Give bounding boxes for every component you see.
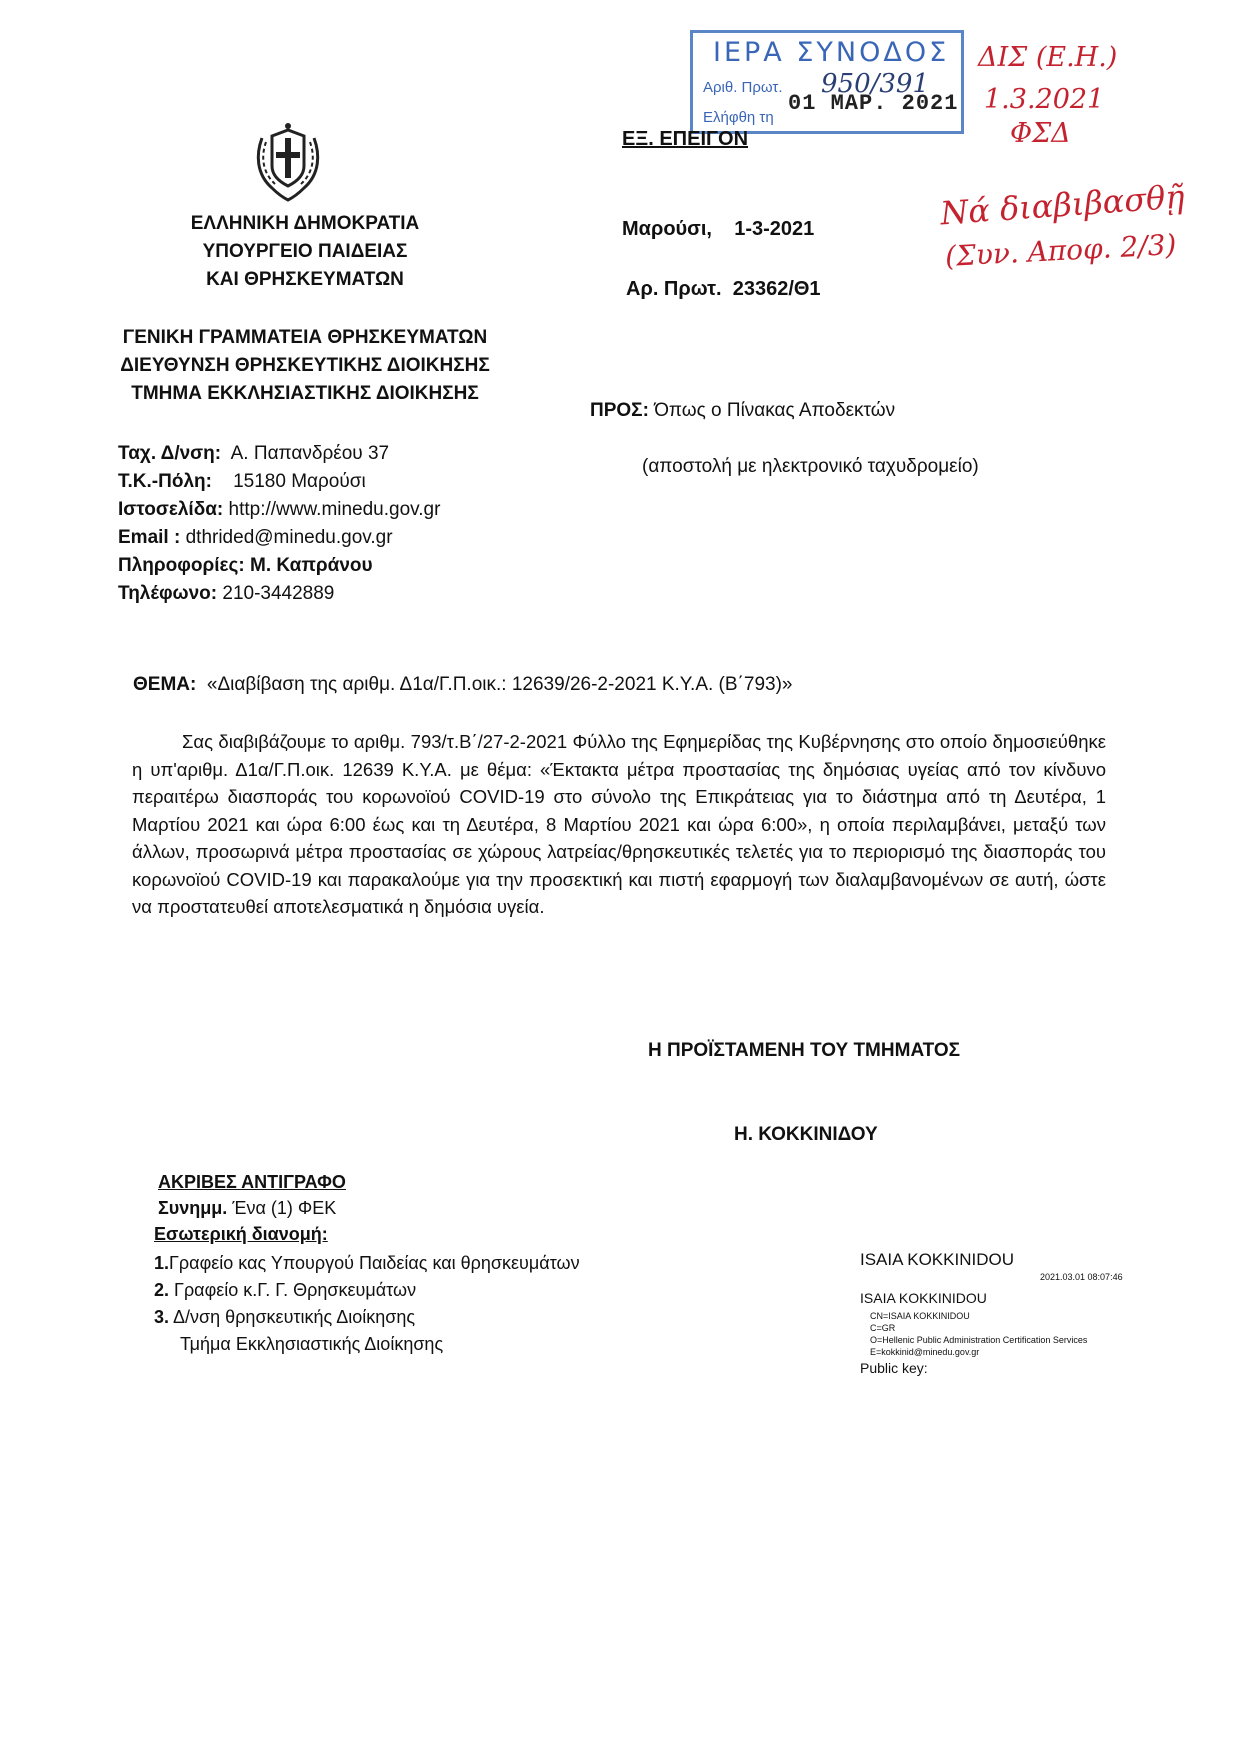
digital-signer: ISAIA KOKKINIDOU [860, 1250, 1014, 1269]
signature-name: Η. ΚΟΚΚΙΝΙΔΟΥ [734, 1124, 878, 1145]
protocol-label: Αρ. Πρωτ. [626, 278, 722, 300]
stamp-received-label: Ελήφθη τη [703, 109, 774, 126]
internal-distribution-list [154, 1250, 580, 1358]
internal-distribution-label: Εσωτερική διανομή: [154, 1224, 328, 1244]
place: Μαρούσι, [622, 218, 712, 240]
date: 1-3-2021 [734, 218, 815, 240]
exact-copy-label: ΑΚΡΙΒΕΣ ΑΝΤΙΓΡΑΦΟ [158, 1172, 346, 1192]
contact-info: Πληροφορίες: Μ. Καπράνου [118, 555, 373, 576]
contact-email: Email : dthrided@minedu.gov.gr [118, 527, 393, 548]
handwritten-note-line3: ΦΣΔ [1010, 118, 1071, 149]
place-date [622, 218, 814, 241]
department-line2: ΔΙΕΥΘΥΝΣΗ ΘΡΗΣΚΕΥΤΙΚΗΣ ΔΙΟΙΚΗΣΗΣ [120, 355, 490, 376]
protocol-value: 23362/Θ1 [732, 278, 821, 300]
recipients-label: ΠΡΟΣ: [590, 400, 649, 421]
recipients-note: (αποστολή με ηλεκτρονικό ταχυδρομείο) [642, 456, 979, 477]
handwritten-note-line1: ΔΙΣ (Ε.Η.) [978, 42, 1118, 73]
contact-website: Ιστοσελίδα: http://www.minedu.gov.gr [118, 499, 441, 520]
department-line1: ΓΕΝΙΚΗ ΓΡΑΜΜΑΤΕΙΑ ΘΡΗΣΚΕΥΜΑΤΩΝ [122, 327, 488, 348]
protocol-number [626, 278, 821, 301]
digital-signature-public-key: Public key: [860, 1360, 928, 1376]
stamp-prot-label: Αριθ. Πρωτ. [703, 79, 783, 96]
list-item-sub: Τμήμα Εκκλησιαστικής Διοίκησης [180, 1334, 444, 1354]
list-item: 3. Δ/νση θρησκευτικής Διοίκησης [154, 1307, 416, 1327]
stamp-org: ΙΕΡΑ ΣΥΝΟΔΟΣ [713, 37, 950, 68]
contact-phone: Τηλέφωνο: 210-3442889 [118, 583, 335, 604]
department-block [100, 324, 510, 408]
header-line1: ΕΛΛΗΝΙΚΗ ΔΗΜΟΚΡΑΤΙΑ [190, 213, 420, 234]
contact-address: Ταχ. Δ/νση: Α. Παπανδρέου 37 [118, 443, 390, 464]
digital-signature-name: ISAIA KOKKINIDOU [860, 1290, 987, 1306]
list-item: 2. Γραφείο κ.Γ. Γ. Θρησκευμάτων [154, 1280, 417, 1300]
header-line3: ΚΑΙ ΘΡΗΣΚΕΥΜΑΤΩΝ [206, 269, 404, 290]
stamp-prot-number: 950/391 [821, 69, 930, 99]
department-line3: ΤΜΗΜΑ ΕΚΚΛΗΣΙΑΣΤΙΚΗΣ ΔΙΟΙΚΗΣΗΣ [131, 383, 479, 404]
recipients-value: Όπως ο Πίνακας Αποδεκτών [654, 400, 896, 421]
urgency-label: ΕΞ. ΕΠΕΙΓΟΝ [622, 128, 749, 150]
greek-coat-of-arms-icon [248, 118, 328, 202]
header-line2: ΥΠΟΥΡΓΕΙΟ ΠΑΙΔΕΙΑΣ [202, 241, 408, 262]
list-item: 1.Γραφείο κας Υπουργού Παιδείας και θρησκευμάτων [154, 1253, 580, 1273]
digital-signature-details: CN=ISAIA KOKKINIDOU C=GR O=Hellenic Public Administration Certification Services E=kokkinid@minedu.gov.gr [870, 1311, 1088, 1357]
recipients [590, 400, 895, 422]
contact-city: Τ.Κ.-Πόλη: 15180 Μαρούσι [118, 471, 366, 492]
subject-label: ΘΕΜΑ: [133, 674, 197, 695]
handwritten-note-forward: Νά διαβιβασθῇ [938, 177, 1186, 233]
body-paragraph: Σας διαβιβάζουμε το αριθμ. 793/τ.Β΄/27-2-2021 Φύλλο της Εφημερίδας της Κυβέρνησης στο οποίο δημοσιεύθηκε η υπ'αριθμ. Δ1α/Γ.Π.οικ. 12639 Κ.Υ.Α. με θέμα: «Έκτακτα μέτρα προστασίας της δημόσιας υγείας από τον κίνδυνο περαιτέρω διασποράς του κορωνοϊού COVID-19 στο σύνολο της Επικράτειας για το διάστημα από τη Δευτέρα, 1 Μαρτίου 2021 και ώρα 6:00 έως και τη Δευτέρα, 8 Μαρτίου 2021 και ώρα 6:00», η οποία περιλαμβάνει, μεταξύ των άλλων, προσωρινά μέτρα προστασίας σε χώρους λατρείας/θρησκευτικές τελετές για το περιορισμό της διασποράς του κορωνοϊού COVID-19 και παρακαλούμε για την προσεκτική και πιστή εφαρμογή των διαλαμβανομένων σε αυτή, ώστε να προστατευθεί αποτελεσματικά η δημόσια υγεία. [132, 731, 1106, 917]
subject-text: «Διαβίβαση της αριθμ. Δ1α/Γ.Π.οικ.: 12639/26-2-2021 Κ.Υ.Α. (Β΄793)» [206, 674, 793, 695]
contact-block [118, 440, 440, 608]
handwritten-note-decision: (Συν. Αποφ. 2/3) [944, 227, 1178, 274]
subject [133, 674, 792, 696]
reception-stamp [690, 30, 964, 134]
handwritten-note-line2: 1.3.2021 [984, 84, 1105, 115]
digital-signature-timestamp: 2021.03.01 08:07:46 [1040, 1272, 1123, 1282]
attachment: Συνημμ. Ένα (1) ΦΕΚ [158, 1198, 337, 1218]
signature-title: Η ΠΡΟΪΣΤΑΜΕΝΗ ΤΟΥ ΤΜΗΜΑΤΟΣ [648, 1040, 961, 1061]
stamp-date: 01 ΜΑΡ. 2021 [788, 91, 959, 116]
ministry-header [150, 210, 460, 294]
